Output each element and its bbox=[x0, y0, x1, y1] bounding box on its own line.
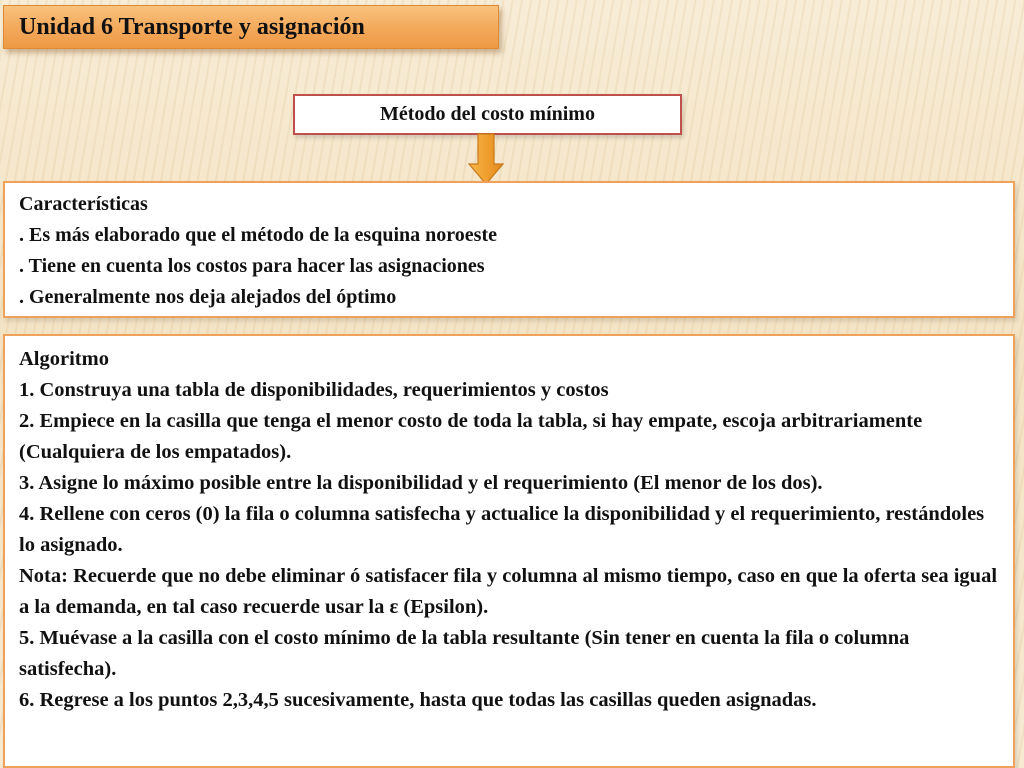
down-arrow-icon bbox=[468, 133, 504, 185]
algorithm-heading: Algoritmo bbox=[19, 348, 109, 370]
method-label-box bbox=[293, 94, 682, 135]
method-label: Método del costo mínimo bbox=[380, 103, 595, 125]
algorithm-step: 5. Muévase a la casilla con el costo mínimo de la tabla resultante (Sin tener en cuenta la fila o columna satisfecha). bbox=[19, 627, 910, 680]
algorithm-note: Nota: Recuerde que no debe eliminar ó satisfacer fila y columna al mismo tiempo, caso en que la oferta sea igual a la demanda, en tal caso recuerde usar la ε (Epsilon). bbox=[19, 565, 998, 618]
algorithm-step: 6. Regrese a los puntos 2,3,4,5 sucesivamente, hasta que todas las casillas queden asignadas. bbox=[19, 689, 817, 711]
algorithm-step: 2. Empiece en la casilla que tenga el menor costo de toda la tabla, si hay empate, escoja arbitrariamente (Cualquiera de los empatados). bbox=[19, 410, 923, 463]
algorithm-box bbox=[3, 334, 1015, 768]
slide-title-box bbox=[3, 5, 499, 49]
characteristics-box bbox=[3, 181, 1015, 318]
characteristics-heading: Características bbox=[19, 193, 148, 215]
algorithm-step: 1. Construya una tabla de disponibilidades, requerimientos y costos bbox=[19, 379, 609, 401]
algorithm-step: 4. Rellene con ceros (0) la fila o columna satisfecha y actualice la disponibilidad y el requerimiento, restándoles lo asignado. bbox=[19, 503, 985, 556]
characteristic-item: . Tiene en cuenta los costos para hacer las asignaciones bbox=[19, 255, 485, 277]
slide-title: Unidad 6 Transporte y asignación bbox=[19, 13, 365, 40]
characteristic-item: . Generalmente nos deja alejados del óptimo bbox=[19, 286, 397, 308]
characteristic-item: . Es más elaborado que el método de la esquina noroeste bbox=[19, 224, 497, 246]
algorithm-step: 3. Asigne lo máximo posible entre la disponibilidad y el requerimiento (El menor de los dos). bbox=[19, 472, 823, 494]
